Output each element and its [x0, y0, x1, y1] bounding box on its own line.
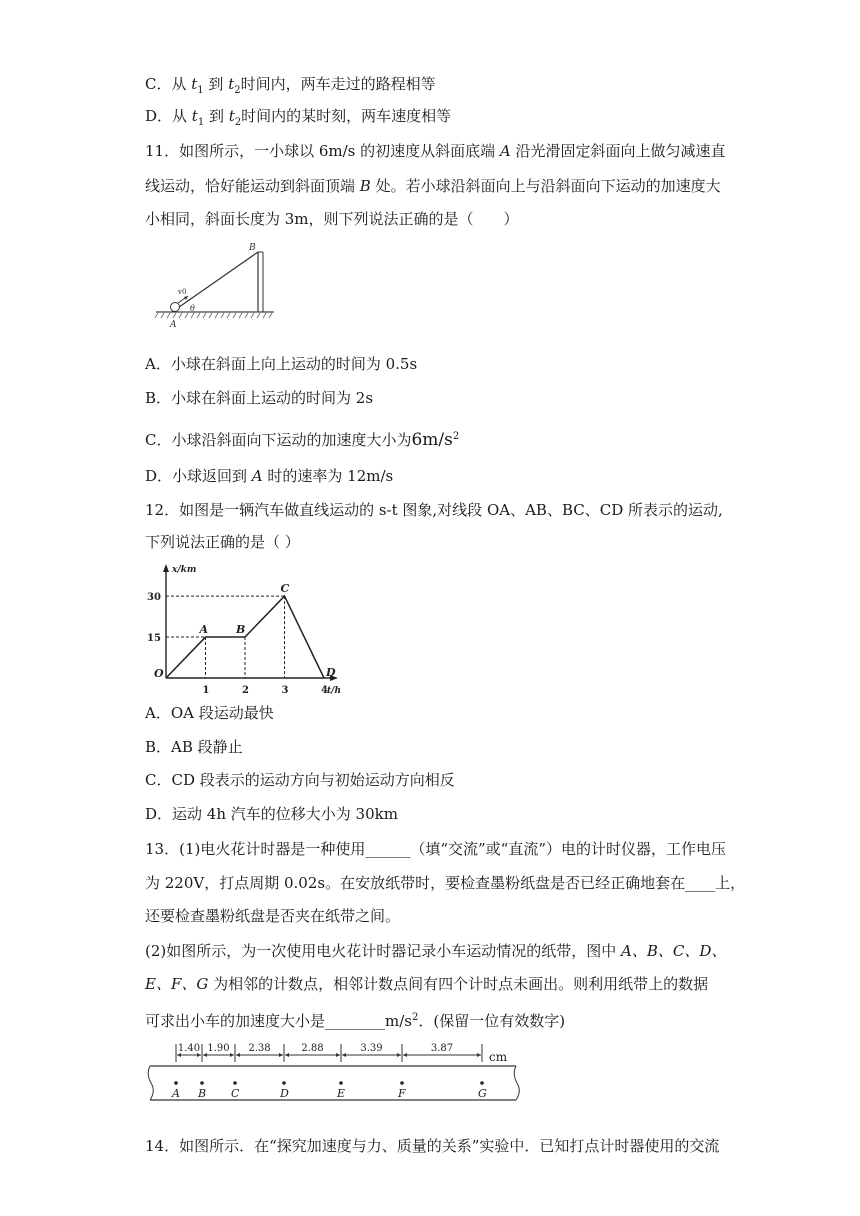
point-label-c: C [280, 582, 290, 596]
segment-length-label: 2.88 [301, 1043, 324, 1054]
x-tick-label: 4 [321, 685, 328, 696]
tape-point-label: B [198, 1087, 207, 1100]
tape-point [282, 1081, 286, 1085]
q13-line-6: 可求出小车的加速度大小是$\_\_\_\_\_\_\_\_m/s^2$．(保留一位有效数字) [145, 1012, 566, 1030]
segment-length-label: 1.40 [177, 1043, 201, 1054]
label-v0: v0 [178, 288, 187, 296]
tape-point [174, 1081, 178, 1085]
s-t-graph [146, 560, 356, 698]
x-axis-label: t/h [327, 686, 341, 696]
q11-stem-line-2: 线运动，恰好能运动到斜面顶端 B 处。若小球沿斜面向上与沿斜面向下运动的加速度大 [145, 177, 721, 195]
tape-left-tear [148, 1066, 153, 1100]
q11-option-a: A．小球在斜面上向上运动的时间为 0.5s [145, 355, 418, 373]
tape-point-label: A [172, 1087, 180, 1100]
tape-point [233, 1081, 237, 1085]
q13-line-4: (2)如图所示，为一次使用电火花计时器记录小车运动情况的纸带，图中 A、B、C、D、 [145, 942, 727, 960]
q11-option-d: D．小球返回到 A 时的速率为 12m/s [145, 467, 394, 485]
tape-unit-label: cm [489, 1050, 508, 1064]
segment-length-label: 3.39 [360, 1043, 383, 1054]
origin-label: O [154, 667, 164, 680]
q11-option-c: C．小球沿斜面向下运动的加速度大小为$6m/s^2$ [145, 430, 460, 450]
label-theta: θ [190, 304, 195, 313]
segment-length-label: 2.38 [248, 1043, 271, 1054]
y-axis-arrowhead [163, 564, 169, 572]
x-tick-label: 3 [281, 685, 289, 696]
y-tick-label: 15 [147, 633, 161, 645]
point-label-d: D [326, 666, 336, 679]
q13-line-1: 13．(1)电火花计时器是一种使用______（填“交流”或“直流”）电的计时仪器，工作电压 [145, 840, 727, 858]
q13-line-2: 为 220V，打点周期 0.02s。在安放纸带时，要检查墨粉纸盘是否已经正确地套在____上， [145, 874, 746, 892]
q12-stem-line-2: 下列说法正确的是（ ） [145, 533, 300, 551]
paper-tape-figure [144, 1040, 524, 1112]
displacement-line [166, 596, 324, 678]
ball [171, 303, 180, 312]
incline-surface [172, 252, 258, 312]
q11-stem-line-3: 小相同，斜面长度为 3m，则下列说法正确的是（ ） [145, 210, 519, 228]
label-A: A [170, 320, 177, 330]
q12-option-b: B．AB 段静止 [145, 738, 243, 756]
q14-line-1: 14．如图所示．在“探究加速度与力、质量的关系”实验中．已知打点计时器使用的交流 [145, 1137, 720, 1155]
tape-right-tear [514, 1066, 519, 1100]
q13-line-3: 还要检查墨粉纸盘是否夹在纸带之间。 [145, 907, 401, 925]
q12-option-d: D．运动 4h 汽车的位移大小为 30km [145, 805, 398, 823]
point-label-b: B [236, 623, 246, 637]
tape-point [339, 1081, 343, 1085]
q11-stem-line-1: 11．如图所示，一小球以 6m/s 的初速度从斜面底端 A 沿光滑固定斜面向上做匀减速直 [145, 142, 726, 160]
label-B: B [249, 243, 256, 253]
tape-point [400, 1081, 404, 1085]
q12-option-c: C．CD 段表示的运动方向与初始运动方向相反 [145, 771, 455, 789]
incline-figure [150, 236, 280, 332]
q10-option-d: D．从 $t_1$ 到 $t_2$时间内的某时刻，两车速度相等 [145, 107, 452, 128]
tape-point [480, 1081, 484, 1085]
tape-point-label: E [337, 1087, 346, 1100]
y-axis-label: x/km [172, 565, 197, 575]
x-tick-label: 2 [242, 685, 249, 696]
tape-point [200, 1081, 204, 1085]
tape-point-label: C [231, 1087, 240, 1100]
tape-point-label: G [478, 1087, 487, 1100]
tape-point-label: F [398, 1087, 406, 1100]
q13-line-5: E、F、G 为相邻的计数点，相邻计数点间有四个计时点未画出。则利用纸带上的数据 [145, 975, 709, 993]
ground-hatching [155, 313, 272, 318]
tape-point-label: D [280, 1087, 289, 1100]
segment-length-label: 3.87 [430, 1043, 454, 1054]
q12-stem-line-1: 12．如图是一辆汽车做直线运动的 s-t 图象,对线段 OA、AB、BC、CD 所表示的运动, [145, 501, 723, 519]
q10-option-c: C．从 $t_1$ 到 $t_2$时间内，两车走过的路程相等 [145, 75, 436, 96]
point-label-a: A [199, 623, 209, 637]
q11-option-b: B．小球在斜面上运动的时间为 2s [145, 389, 374, 407]
segment-length-label: 1.90 [207, 1043, 230, 1054]
y-tick-label: 30 [147, 592, 161, 604]
x-tick-label: 1 [202, 685, 210, 696]
q12-option-a: A．OA 段运动最快 [145, 704, 274, 722]
